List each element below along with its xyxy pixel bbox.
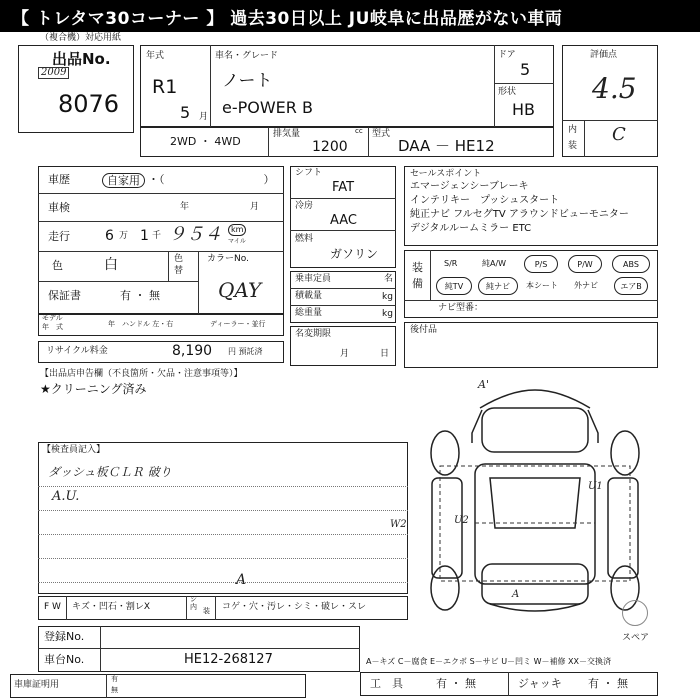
displacement-label: 排気量	[273, 129, 301, 139]
color-change-2: 替	[174, 266, 184, 276]
spare-label: スペア	[622, 633, 650, 643]
capacity-label: 乗車定員	[295, 274, 332, 284]
recycle-value: 8,190	[172, 343, 213, 359]
sales-point-1: エマージェンシーブレーキ	[410, 181, 529, 192]
history-value: 自家用	[102, 173, 145, 188]
recycle-label: リサイクル料金	[46, 346, 108, 356]
reg-label: 登録No.	[44, 630, 85, 643]
car-wheel-rear-left	[431, 566, 459, 610]
car-left-pillar-top	[472, 410, 482, 443]
spare-tire-icon	[622, 600, 648, 626]
hand-u1: U1	[588, 481, 603, 492]
model-year-unit: 年	[108, 320, 115, 328]
car-name: ノート	[222, 71, 273, 91]
dealer: ディーラー・並行	[210, 320, 266, 328]
gross-unit: kg	[382, 309, 393, 319]
color-change-1: 色	[174, 254, 184, 264]
report-header: 【出品店申告欄（不良箇所・欠品・注意事項等）】	[40, 369, 243, 379]
fuel-value: ガソリン	[330, 247, 379, 261]
regchange-label: 名変期限	[295, 329, 332, 339]
car-rear-bumper	[490, 604, 580, 611]
mileage-man: 6	[105, 228, 114, 244]
car-side-right	[608, 478, 638, 578]
hand-u2: U2	[454, 515, 469, 526]
fw-label: F W	[44, 602, 61, 612]
header-banner: 【 トレタマ30コーナー 】 過去30日以上 JU岐阜に出品歴がない車両	[0, 0, 700, 32]
hand-a1: A'	[478, 378, 489, 391]
model-value: DAA － HE12	[398, 137, 495, 155]
lot-number: 8076	[58, 90, 120, 118]
mileage-mile: マイル	[228, 238, 246, 245]
equip-label-1: 装	[412, 261, 423, 274]
retrofit-block	[404, 322, 658, 368]
displacement-unit: cc	[355, 127, 363, 135]
car-cabin	[475, 464, 595, 584]
color-value: 白	[104, 257, 118, 273]
colorno-value: QAY	[218, 278, 262, 302]
interior-value: C	[612, 124, 626, 145]
month-value: 5	[180, 103, 191, 122]
inspector-header: 【検査員記入】	[42, 445, 106, 455]
hand-w2: W2	[390, 519, 407, 530]
interior-items: コゲ・穴・汚レ・シミ・破レ・スレ	[222, 602, 367, 612]
cert-label: 車庫証明用	[14, 680, 60, 690]
inspection-month: 月	[250, 202, 260, 212]
doors-value: 5	[520, 60, 531, 79]
car-windshield	[490, 478, 580, 528]
drive-value: 2WD ・ 4WD	[170, 135, 241, 148]
doors-label: ドア	[498, 50, 516, 60]
mileage-sen-unit: 千	[152, 231, 162, 241]
history-rest: ・（ ）	[148, 173, 275, 186]
cleaning-note: ★クリーニング済み	[40, 382, 147, 396]
capacity-unit: 名	[384, 274, 394, 284]
hand-a2: A	[512, 589, 520, 600]
sales-point-4: デジタルルームミラー ETC	[410, 223, 532, 234]
displacement-value: 1200	[312, 139, 348, 155]
inspector-note-1: ダッシュ板ＣＬＲ 破り	[48, 465, 172, 479]
warranty-label: 保証書	[48, 289, 81, 302]
car-roof-top-arc	[480, 390, 590, 408]
load-label: 積載量	[295, 291, 323, 301]
retrofit-label: 後付品	[410, 325, 438, 335]
recycle-unit: 円 預託済	[228, 347, 263, 356]
gross-label: 総重量	[295, 308, 323, 318]
equip-pw: P/W	[568, 255, 602, 273]
load-unit: kg	[382, 292, 393, 302]
sales-point-3: 純正ナビ フルセグTV アラウンドビューモニター	[410, 209, 629, 220]
model-year-2: 年 式	[42, 323, 63, 331]
shift-label: シフト	[295, 168, 323, 178]
tools-value: 有 ・ 無	[436, 677, 476, 690]
color-label: 色	[52, 259, 63, 272]
regchange-month: 月	[340, 349, 350, 359]
car-wheel-front-right	[611, 431, 639, 475]
mileage-sen: 1	[140, 228, 149, 244]
nendo-value: R1	[152, 76, 178, 98]
interior-label-2: 装	[568, 141, 578, 151]
month-suffix: 月	[199, 112, 209, 122]
equip-tv: 純TV	[436, 277, 472, 295]
sales-point-2: インテリキー プッシュスタート	[410, 195, 560, 206]
chassis-label: 車台No.	[44, 653, 85, 666]
mileage-man-unit: 万	[119, 231, 129, 241]
fw-items: キズ・凹石・割レX	[72, 602, 150, 612]
jack-label: ジャッキ	[518, 677, 562, 690]
cert-2: 無	[111, 686, 118, 694]
lot-label: 出品No.	[52, 50, 111, 68]
ac-value: AAC	[330, 213, 357, 228]
hand-a: A	[236, 572, 247, 588]
car-hood	[482, 408, 588, 452]
interior-label-1: 内	[568, 125, 578, 135]
equip-ps: P/S	[524, 255, 558, 273]
navi-model: ナビ型番：	[438, 303, 484, 313]
mileage-hand: ９５４	[168, 224, 222, 245]
model-year-1: モデル	[42, 314, 63, 322]
equip-navi: 純ナビ	[478, 277, 518, 295]
colorno-label: カラーNo.	[207, 254, 249, 264]
regchange-day: 日	[380, 349, 390, 359]
equip-aw: 純A/W	[482, 259, 507, 268]
shape-value: HB	[512, 100, 536, 119]
nendo-label: 年式	[146, 51, 165, 61]
mileage-km: km	[228, 224, 246, 236]
car-grade: e-POWER B	[222, 98, 313, 117]
inspection-year: 年	[180, 202, 190, 212]
handle: ハンドル 左・右	[122, 320, 174, 328]
equip-outer-navi: 外ナビ	[574, 281, 598, 290]
history-label: 車歴	[48, 173, 70, 186]
equip-airbag: エアB	[614, 277, 648, 295]
tools-label: 工 具	[370, 677, 403, 690]
score-label: 評価点	[590, 50, 618, 60]
damage-legend: A－キズ C－腐食 E－エクボ S－サビ U－凹ミ W－補修 XX－交換済	[366, 657, 612, 666]
equip-label-2: 備	[412, 277, 423, 290]
shift-value: FAT	[332, 180, 355, 195]
cert-1: 有	[111, 675, 118, 683]
ac-label: 冷房	[295, 201, 314, 211]
car-body-diagram	[410, 378, 660, 628]
mileage-label: 走行	[48, 230, 70, 243]
sales-title: セールスポイント	[410, 169, 482, 179]
car-wheel-front-left	[431, 431, 459, 475]
car-side-left	[432, 478, 462, 578]
model-label: 型式	[372, 129, 391, 139]
equip-sr: S/R	[444, 259, 458, 268]
inspector-note-2: A.U.	[52, 489, 80, 504]
warranty-value: 有 ・ 無	[120, 289, 160, 302]
score-value: 4.5	[592, 72, 637, 105]
shinai-3: 装	[203, 607, 210, 615]
shape-label: 形状	[498, 87, 517, 97]
shinai-1: シ	[190, 595, 197, 603]
car-right-pillar-top	[588, 410, 598, 443]
carname-label: 車名・グレード	[215, 51, 279, 61]
inspection-label: 車検	[48, 201, 70, 214]
shinai-2: 内	[190, 603, 197, 611]
top-note: （複合機）対応用紙	[40, 33, 122, 43]
jack-value: 有 ・ 無	[588, 677, 628, 690]
equip-seat: 本シート	[526, 281, 558, 290]
year-tag: 2009	[38, 67, 69, 79]
fuel-label: 燃料	[295, 234, 314, 244]
chassis-value: HE12-268127	[184, 652, 273, 667]
equip-abs: ABS	[612, 255, 650, 273]
